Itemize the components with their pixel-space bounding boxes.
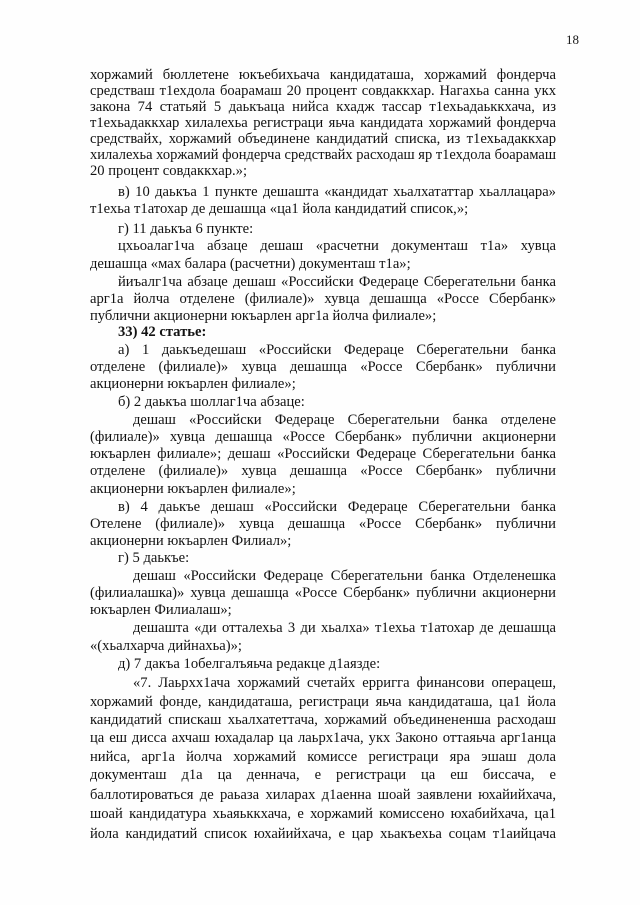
text-line: юкъарлен Филиалаш»; — [90, 602, 232, 618]
text-line: отделене (филиале)» хувца дешашца «Россе Сбербанк» публични — [90, 359, 556, 375]
text-line: цхьоалаг1ча абзаце дешаш «расчетни документаш т1а» хувца — [118, 238, 556, 254]
text-line: а) 1 даькъедешаш «Российски Федераце Сберегательни банка — [118, 342, 556, 358]
text-line: (филиалашка)» хувца дешашца «Россе Сбербанк» публични акционерни — [90, 585, 556, 601]
text-line: ца еш дисса ахчаш юхадалар ца лаьрх1ача, укх Законо оттаяьча арг1анца — [90, 730, 556, 746]
text-line: г) 11 даькъа 6 пункте: — [118, 221, 254, 237]
text-line: «(хьалхарча дийнахьа)»; — [90, 638, 242, 654]
text-line: 20 процент совдаккхар.»; — [90, 163, 248, 179]
text-line: т1ехьа т1атохар де дешашца «ца1 йола кандидатий список,»; — [90, 201, 469, 217]
text-line: закона 74 статьяй 5 даькъаца нийса кхадж тассар т1ехьадаьккхача, из — [90, 99, 556, 115]
text-line: акционерни юкъарлен филиале»; — [90, 481, 296, 497]
text-line: кандидатий спискаш хьалхатеттача, хоржамий объединененша расходаш — [90, 712, 556, 728]
text-line: акционерни юкъарлен Филиал»; — [90, 533, 292, 549]
text-line: в) 4 даькъе дешаш «Российски Федераце Сберегательни банка — [118, 499, 556, 515]
text-line: йола кандидатий список юхайийхача, е цар хьакъехьа соцам т1аийцача — [90, 826, 556, 842]
text-line: средстваш т1ехдола боарамаш 20 процент совдаккхар. Нагахьа санна укх — [90, 83, 556, 99]
text-line: хоржамий бюллетене юкъебихьача кандидаташа, хоржамий фондерча — [90, 67, 556, 83]
text-line: документаш д1а ца деннача, е регистраци ца еш биссача, е — [90, 767, 556, 783]
text-line: (филиале)» хувца дешашца «Россе Сбербанк» публични акционерни — [90, 429, 556, 445]
text-line: дешаш «Российски Федераце Сберегательни банка отделене — [133, 412, 556, 428]
text-line: «7. Лаьрхх1ача хоржамий счетайх ерригга финансови операцеш, — [133, 675, 556, 691]
text-line: дешаш «Российски Федераце Сберегательни банка Отделенешка — [133, 568, 556, 584]
text-line: публични акционерни юкъарлен арг1а йолча филиале»; — [90, 308, 437, 324]
text-line: арг1а йолча отделене (филиале)» хувца дешашца «Россе Сбербанк» — [90, 291, 556, 307]
text-line: юкъарлен филиале»; дешаш «Российски Федераце Сберегательни банка — [90, 446, 556, 462]
text-line: шоай кандидатура хьаяьккхача, е хоржамий комиссено юхабийхача, ца1 — [90, 806, 556, 822]
text-line: дешашца «мах балара (расчетни) документаш т1а»; — [90, 256, 411, 272]
text-line: Отелене (филиале)» хувца дешашца «Россе Сбербанк» публични — [90, 516, 556, 532]
text-line: нийса, арг1а йолча хоржамий комиссе регистраци яра эшаш дола — [90, 749, 556, 765]
text-line: средствайх, хоржамий объединене кандидатий списка, из т1ехьадаккхар — [90, 131, 556, 147]
text-line: д) 7 дакъа 1обелгалъяьча редакце д1аязде: — [118, 656, 381, 672]
text-line: йиъалг1ча абзаце дешаш «Российски Федераце Сберегательни банка — [118, 274, 556, 290]
text-line: в) 10 даькъа 1 пункте дешашта «кандидат хьалхататтар хьаллацара» — [118, 184, 556, 200]
page-number: 18 — [566, 32, 579, 47]
text-line: хоржамий фонде, кандидаташа, регистраци яьча кандидаташа, ца1 йола — [90, 694, 557, 710]
text-line: т1ехьадаккхар хилалехьа регистраци яьча кандидата хоржамий фондерча — [90, 115, 556, 131]
text-line: баллотироваться де раьаза хиларах д1аенна шоай заявлени юхайийхача, — [90, 787, 556, 803]
text-line: г) 5 даькъе: — [118, 550, 190, 566]
section-heading: 33) 42 статье: — [118, 324, 207, 340]
text-line: хилалехьа хоржамий фондерча средствайх расходаш яр т1ехдола боарамаш — [90, 147, 556, 163]
text-line: акционерни юкъарлен филиале»; — [90, 376, 296, 392]
text-line: б) 2 даькъа шоллаг1ча абзаце: — [118, 394, 305, 410]
text-line: отделене (филиале)» хувца дешашца «Россе Сбербанк» публични — [90, 463, 556, 479]
text-line: дешашта «ди отталехьа 3 ди хьалха» т1ехьа т1атохар де дешашца — [133, 620, 556, 636]
